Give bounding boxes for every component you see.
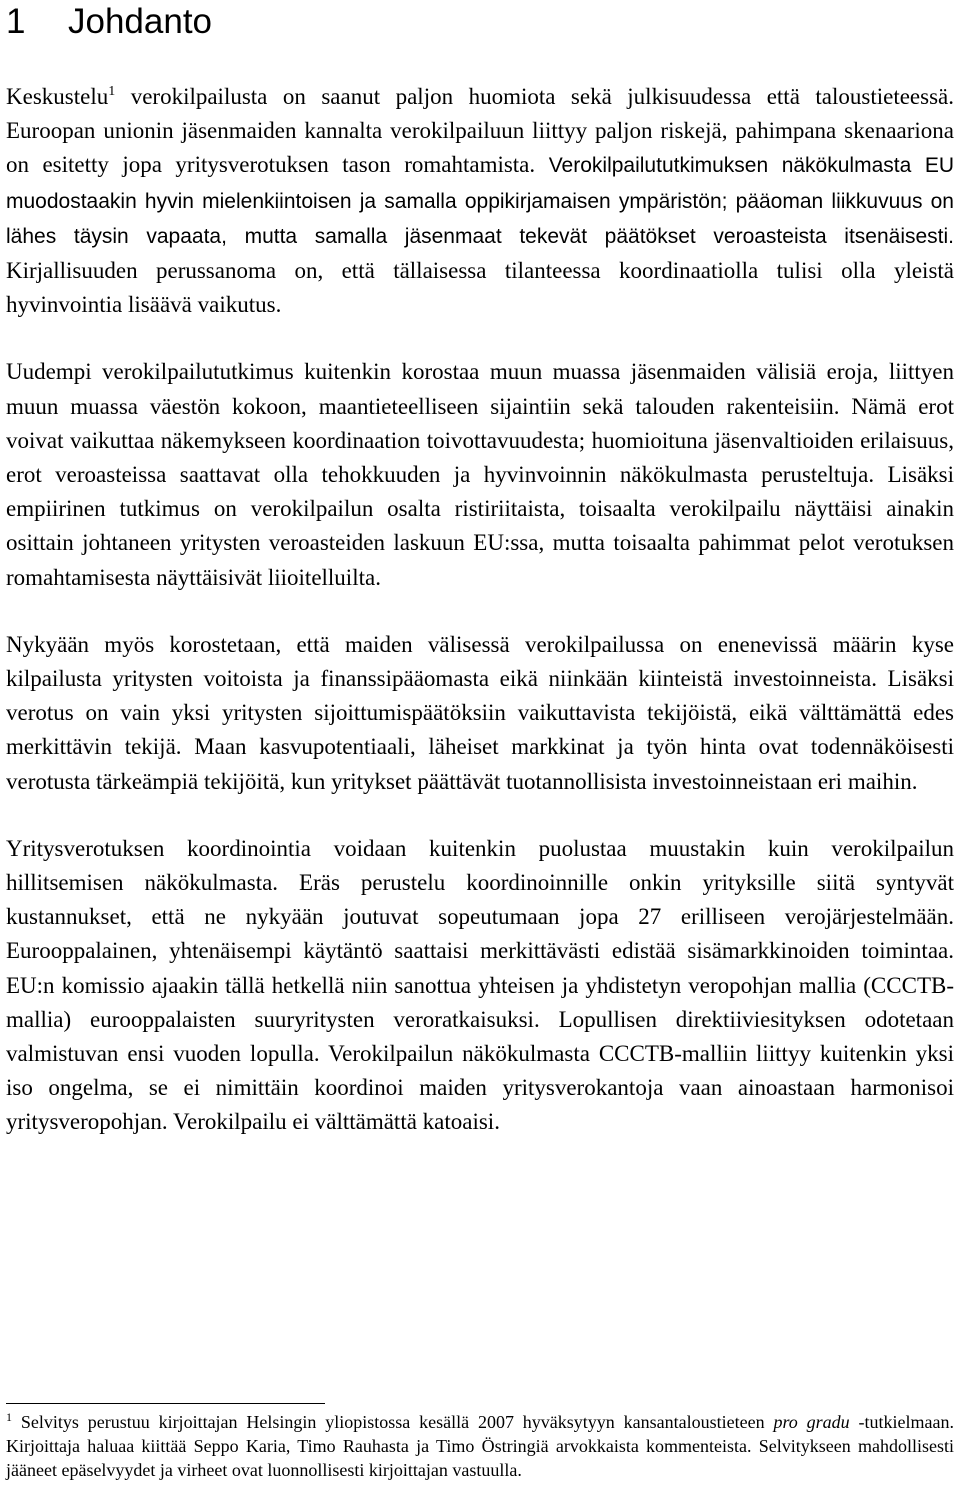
paragraph-1 [6, 80, 954, 322]
paragraph-1-text-b: verokilpailusta on saanut paljon huomiota sekä julkisuudessa että taloustieteessä. Euroopan unionin jäsenmaiden kannalta verokilpailuun liittyy paljon riskejä, pahimpana skenaariona on esitetty jopa yritysverotuksen tason romahtamista. [6, 84, 954, 178]
page [6, 0, 954, 1140]
paragraph-3: Nykyään myös korostetaan, että maiden välisessä verokilpailussa on enenevissä määrin kyse kilpailusta yritysten voitoista ja finanssipääomasta eikä niinkään kiinteistä investoinneista. Lisäksi verotus on vain yksi yritysten sijoittumispäätöksiin vaikuttavista tekijöistä, eikä välttämättä edes merkittävin tekijä. Maan kasvupotentiaali, läheiset markkinat ja työn hinta ovat todennäköisesti verotusta tärkeämpiä tekijöitä, kun yritykset päättävät tuotannollisista investoinneistaan eri maihin. [6, 631, 954, 794]
footnote-reference: 1 [108, 84, 116, 99]
footnote-separator [6, 1403, 325, 1404]
footnote [6, 1410, 954, 1483]
paragraph-1-text-a: Keskustelu [6, 84, 109, 109]
paragraph-1-text-d: Kirjallisuuden perussanoma on, että tällaisessa tilanteessa koordinaatiolla tulisi olla yleistä hyvinvointia lisäävä vaikutus. [6, 258, 954, 318]
paragraph-2: Uudempi verokilpailututkimus kuitenkin korostaa muun muassa jäsenmaiden välisiä eroja, liittyen muun muassa väestön kokoon, maantieteelliseen sijaintiin sekä talouden rakenteisiin. Nämä erot voivat vaikuttaa näkemykseen koordinaation toivottavuudesta; huomioituna jäsenvaltioiden erilaisuus, erot veroasteissa saattavat olla tehokkuuden ja hyvinvoinnin näkökulmasta perusteltuja. Lisäksi empiirinen tutkimus on verokilpailun osalta ristiriitaista, toisaalta verokilpailu näyttäisi ainakin osittain johtaneen yritysten veroasteiden laskuun EU:ssa, mutta toisaalta pahimmat pelot verotuksen romahtamisesta näyttäisivät liioitelluilta. [6, 359, 954, 590]
chapter-heading [6, 0, 954, 46]
paragraph-1-text-c: Verokilpailututkimuksen näkökulmasta EU muodostaakin hyvin mielenkiintoisen ja samalla oppikirjamaisen ympäristön; pääoman liikkuvuus on lähes täysin vapaata, mutta samalla jäsenmaat tekevät päätökset veroasteista itsenäisesti. [6, 154, 954, 248]
paragraph-4: Yritysverotuksen koordinointia voidaan kuitenkin puolustaa muustakin kuin verokilpailun hillitsemisen näkökulmasta. Eräs perustelu koordinoinnille onkin yrityksille siitä syntyvät kustannukset, että ne nykyään joutuvat sopeutumaan jopa 27 erilliseen verojärjestelmään. Eurooppalainen, yhtenäisempi käytäntö saattaisi merkittävästi edistää sisämarkkinoiden toimintaa. EU:n komissio ajaakin tällä hetkellä niin sanottua yhteisen ja yhdistetyn veropohjan mallia (CCCTB-mallia) eurooppalaisten suuryritysten veroratkaisuksi. Lopullisen direktiiviesityksen odotetaan valmistuvan ensi vuoden lopulla. Verokilpailun näkökulmasta CCCTB-malliin liittyy kuitenkin yksi iso ongelma, se ei nimittäin koordinoi maiden yritysverokantoja vaan ainoastaan harmonisoi yritysveropohjan. Verokilpailu ei välttämättä katoaisi. [6, 835, 954, 1135]
footnote-text-b: -tutkielmaan. Kirjoittaja haluaa kiittää Seppo Karia, Timo Rauhasta ja Timo Östringiä arvokkaista kommenteista. Selvitykseen mahdollisesti jääneet epäselvyydet ja virheet ovat luonnollisesti kirjoittajan vastuulla. [6, 1412, 954, 1481]
footnote-text-a: Selvitys perustuu kirjoittajan Helsingin yliopistossa kesällä 2007 hyväksytyyn kansantaloustieteen [12, 1412, 774, 1432]
chapter-title: Johdanto [68, 2, 213, 41]
footnote-mark: 1 [6, 1410, 12, 1424]
footnote-italic-term: pro gradu [773, 1412, 850, 1432]
chapter-number: 1 [6, 2, 26, 41]
